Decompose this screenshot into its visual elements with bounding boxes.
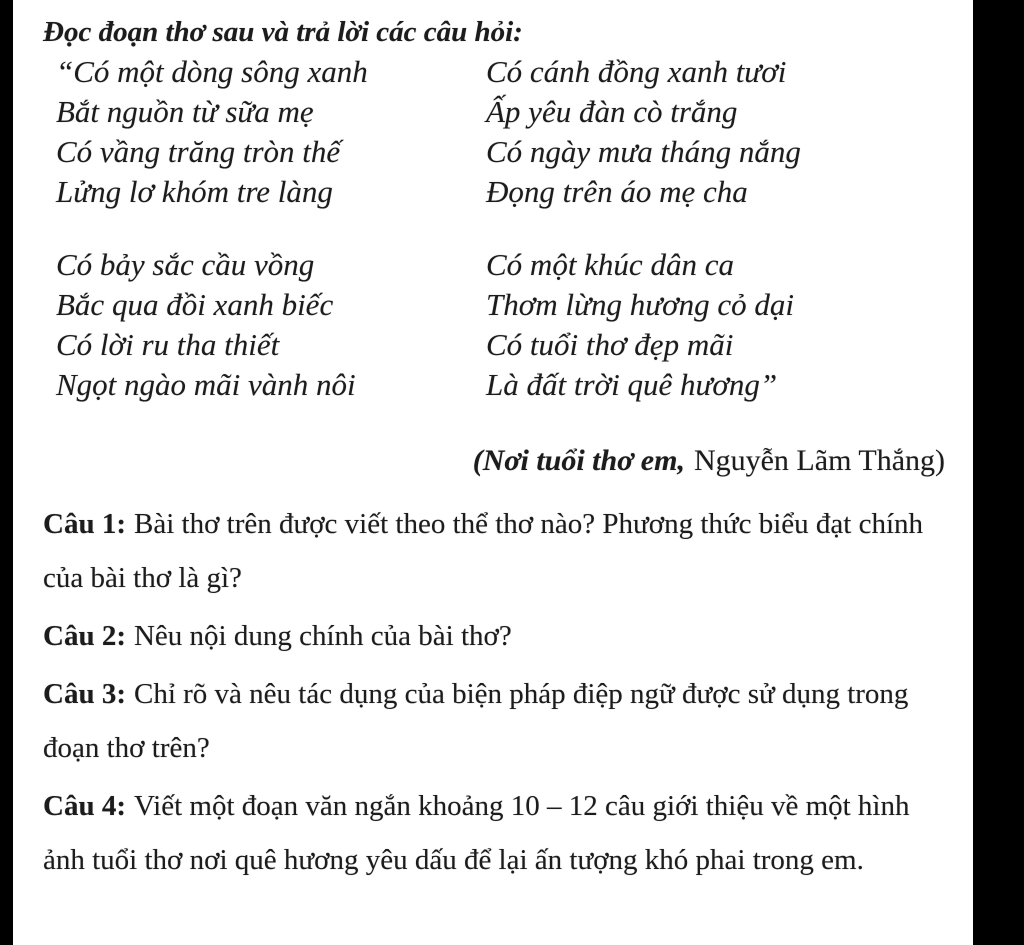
question-2 <box>43 609 933 663</box>
poem-line: Có bảy sắc cầu vồng <box>56 247 315 282</box>
document-page <box>13 0 973 945</box>
poem-stanza-4 <box>486 245 973 405</box>
right-black-bar <box>973 0 1024 945</box>
question-2-text: Nêu nội dung chính của bài thơ? <box>133 620 512 652</box>
poem-stanza-row-2 <box>56 245 973 405</box>
poem-line: Có vầng trăng tròn thế <box>56 134 341 169</box>
question-1-text: Bài thơ trên được viết theo thể thơ nào? Phương thức biểu đạt chính của bài thơ là gì? <box>43 508 924 594</box>
poem-line: Lửng lơ khóm tre làng <box>56 174 333 209</box>
poem-stanza-2 <box>486 52 973 212</box>
question-3 <box>43 667 933 775</box>
poem-line: Có cánh đồng xanh tươi <box>486 54 787 89</box>
question-1 <box>43 497 933 605</box>
poem-attribution <box>43 441 973 481</box>
poem-line: Ấp yêu đàn cò trắng <box>486 94 738 129</box>
questions-block <box>43 497 933 887</box>
poem-line: Có ngày mưa tháng nắng <box>486 134 801 169</box>
poem-line: Thơm lừng hương cỏ dại <box>486 287 795 322</box>
question-3-label: Câu 3: <box>43 678 126 710</box>
poem-line: Có tuổi thơ đẹp mãi <box>486 327 734 362</box>
poem-line: Có một khúc dân ca <box>486 247 734 282</box>
left-black-bar <box>0 0 13 945</box>
poem-line: Là đất trời quê hương” <box>486 367 778 402</box>
poem-source-title: (Nơi tuổi thơ em, <box>472 444 685 477</box>
instruction-heading: Đọc đoạn thơ sau và trả lời các câu hỏi: <box>43 16 523 48</box>
question-2-label: Câu 2: <box>43 620 126 652</box>
poem-block <box>56 52 973 405</box>
poem-line: Ngọt ngào mãi vành nôi <box>56 367 356 402</box>
question-4 <box>43 779 933 887</box>
poem-line: “Có một dòng sông xanh <box>56 54 368 89</box>
poem-author: Nguyễn Lãm Thắng) <box>693 444 945 477</box>
question-1-label: Câu 1: <box>43 508 126 540</box>
question-4-label: Câu 4: <box>43 790 126 822</box>
poem-stanza-row-1 <box>56 52 973 212</box>
question-4-text: Viết một đoạn văn ngắn khoảng 10 – 12 câu giới thiệu về một hình ảnh tuổi thơ nơi quê hương yêu dấu để lại ấn tượng khó phai trong em. <box>43 790 910 876</box>
question-3-text: Chỉ rõ và nêu tác dụng của biện pháp điệp ngữ được sử dụng trong đoạn thơ trên? <box>43 678 909 764</box>
poem-line: Đọng trên áo mẹ cha <box>486 174 748 209</box>
poem-stanza-3 <box>56 245 486 405</box>
poem-line: Bắc qua đồi xanh biếc <box>56 287 334 322</box>
poem-line: Bắt nguồn từ sữa mẹ <box>56 94 314 129</box>
poem-line: Có lời ru tha thiết <box>56 327 280 362</box>
poem-stanza-1 <box>56 52 486 212</box>
